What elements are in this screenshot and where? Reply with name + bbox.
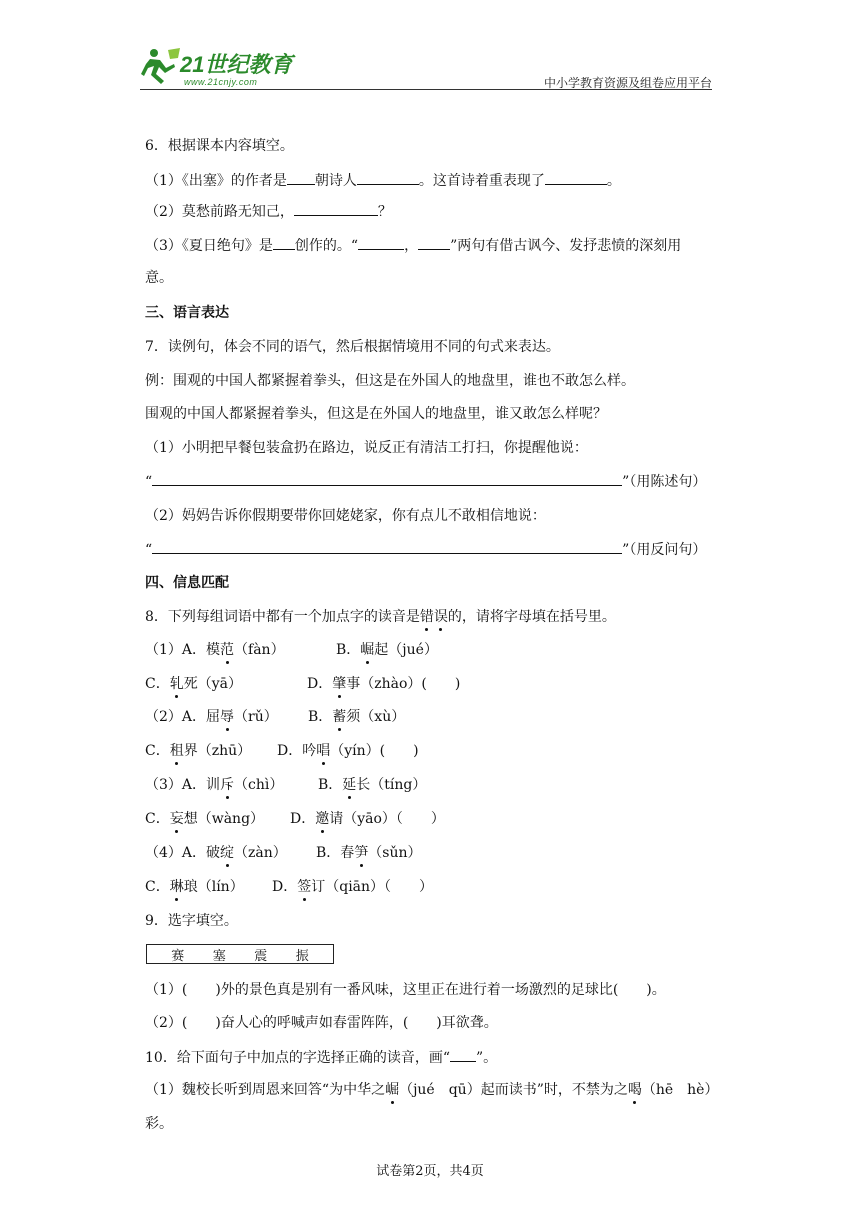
option-text: C． xyxy=(145,743,170,759)
dotted-char: 崛 xyxy=(360,642,375,658)
q6-text: （1）《出塞》的作者是 xyxy=(145,173,287,189)
word-options-box xyxy=(146,944,334,964)
section-3-heading: 三、语言表达 xyxy=(145,305,229,321)
q6-line-2 xyxy=(145,201,392,222)
option-text: 须（xù） xyxy=(346,709,406,725)
option-text: 界（zhū） xyxy=(183,743,252,759)
word-option: 振 xyxy=(295,948,309,964)
option-text: C． xyxy=(145,811,170,827)
q8-title xyxy=(145,607,616,627)
dotted-char: 唱 xyxy=(316,743,331,759)
dotted-char: 轧 xyxy=(169,676,184,692)
option-text: （2）A．屈 xyxy=(145,709,221,725)
dotted-char: 错 xyxy=(419,609,434,625)
q9-title: 9．选字填空。 xyxy=(145,913,238,929)
q6-text: 。 xyxy=(606,173,621,189)
option-text: 请（yāo）（ ） xyxy=(329,811,445,827)
header-divider xyxy=(140,89,712,90)
dotted-char: 妄 xyxy=(169,811,184,827)
q7-answer-1 xyxy=(145,471,706,492)
q8-row-7b xyxy=(316,843,422,863)
option-text: 事（zhào）( ) xyxy=(346,676,461,692)
word-option: 赛 xyxy=(171,948,185,964)
dotted-char: 范 xyxy=(220,642,235,658)
q10-sentence-1 xyxy=(145,1080,718,1100)
option-text: 琅（lín） xyxy=(183,879,244,895)
blank[interactable] xyxy=(287,170,315,185)
option-text: D．吟 xyxy=(277,743,317,759)
q7-title: 7．读例句，体会不同的语气，然后根据情境用不同的句式来表达。 xyxy=(145,339,560,355)
option-text: 死（yā） xyxy=(183,676,242,692)
dotted-char: 琳 xyxy=(169,879,184,895)
option-text: （4）A．破 xyxy=(145,845,221,861)
option-text: C． xyxy=(145,879,170,895)
q8-row-6b xyxy=(290,809,445,829)
q6-text: （3）《夏日绝句》是 xyxy=(145,238,273,254)
q7-answer-2 xyxy=(145,539,706,560)
option-text: C． xyxy=(145,676,170,692)
answer-hint: ”（用反问句） xyxy=(622,542,707,558)
page-header xyxy=(140,40,712,90)
dotted-char: 肇 xyxy=(332,676,347,692)
q8-row-7a xyxy=(145,843,287,863)
q8-row-2a xyxy=(145,674,242,694)
q8-row-3a xyxy=(145,707,278,727)
blank[interactable] xyxy=(545,170,607,185)
answer-line[interactable] xyxy=(152,539,622,554)
page-footer: 试卷第2页，共4页 xyxy=(376,1164,484,1179)
q8-row-1a xyxy=(145,640,285,660)
option-text: 想（wàng） xyxy=(183,811,265,827)
option-text: D． xyxy=(290,811,316,827)
option-text: （yín）( ) xyxy=(330,743,419,759)
option-text: （chì） xyxy=(234,777,284,793)
dotted-char: 笋 xyxy=(354,845,369,861)
option-text: D． xyxy=(272,879,298,895)
q10-text: （1）魏校长听到周恩来回答“为中华之 xyxy=(145,1082,386,1098)
dotted-char: 斥 xyxy=(220,777,235,793)
word-option: 震 xyxy=(254,948,268,964)
dotted-char: 签 xyxy=(297,879,312,895)
q8-text: 的，请将字母填在括号里。 xyxy=(447,609,616,625)
option-text: B．春 xyxy=(316,845,355,861)
logo xyxy=(140,44,340,90)
q10-text: （hē hè） xyxy=(641,1082,719,1098)
blank[interactable] xyxy=(418,235,450,250)
dotted-char: 崛 xyxy=(385,1082,400,1098)
q10-text: 10．给下面句子中加点的字选择正确的读音，画“ xyxy=(145,1050,450,1066)
dotted-char: 延 xyxy=(342,777,357,793)
dotted-char: 邀 xyxy=(315,811,330,827)
option-text: B． xyxy=(308,709,333,725)
q6-text: 朝诗人 xyxy=(314,173,357,189)
option-text: （zàn） xyxy=(234,845,287,861)
dotted-char: 绽 xyxy=(220,845,235,861)
blank[interactable] xyxy=(357,170,419,185)
q8-row-3b xyxy=(308,707,405,727)
word-option: 塞 xyxy=(212,948,226,964)
option-text: （3）A．训 xyxy=(145,777,221,793)
q7-scenario-2: （2）妈妈告诉你假期要带你回姥姥家，你有点儿不敢相信地说： xyxy=(145,508,546,524)
q8-text: 8．下列每组词语中都有一个加点字的读音是 xyxy=(145,609,420,625)
blank[interactable] xyxy=(294,201,378,216)
blank[interactable] xyxy=(273,235,295,250)
option-text: 长（tíng） xyxy=(356,777,427,793)
q9-sentence-1: （1）( )外的景色真是别有一番风味，这里正在进行着一场激烈的足球比( )。 xyxy=(145,982,666,998)
q9-sentence-2: （2）( )奋人心的呼喊声如春雷阵阵，( )耳欲聋。 xyxy=(145,1015,498,1031)
q6-text: 。这首诗着重表现了 xyxy=(418,173,545,189)
q6-line-1 xyxy=(145,170,621,191)
q8-row-4a xyxy=(145,741,251,761)
q6-line-3 xyxy=(145,235,681,256)
dotted-char: 辱 xyxy=(220,709,235,725)
dotted-char: 租 xyxy=(169,743,184,759)
option-text: D． xyxy=(307,676,333,692)
q6-text: ”两句有借古讽今、发抒悲愤的深刻用 xyxy=(450,238,682,254)
logo-text: 21世纪教育 xyxy=(180,52,293,77)
q8-row-8b xyxy=(272,877,433,897)
q8-row-8a xyxy=(145,877,244,897)
q8-row-1b xyxy=(336,640,438,660)
option-text: （sǔn） xyxy=(368,845,422,861)
option-text: B． xyxy=(318,777,343,793)
q7-scenario-1: （1）小明把早餐包装盒扔在路边，说反正有清洁工打扫，你提醒他说： xyxy=(145,440,588,456)
runner-logo-icon xyxy=(140,46,184,86)
q10-title xyxy=(145,1047,497,1068)
dotted-char: 喝 xyxy=(627,1082,642,1098)
blank[interactable] xyxy=(358,235,404,250)
section-4-heading: 四、信息匹配 xyxy=(145,575,229,591)
option-text: （1）A．模 xyxy=(145,642,221,658)
option-text: 订（qiān）（ ） xyxy=(311,879,434,895)
answer-line[interactable] xyxy=(152,471,622,486)
q8-row-5a xyxy=(145,775,283,795)
q6-text: ， xyxy=(404,238,419,254)
q10-text: （jué qū）起而读书”时，不禁为之 xyxy=(399,1082,628,1098)
underline-sample xyxy=(450,1047,476,1062)
q8-row-6a xyxy=(145,809,264,829)
q10-sentence-1-end: 彩。 xyxy=(145,1116,173,1132)
answer-hint: ”（用陈述句） xyxy=(622,474,707,490)
dotted-char: 蓄 xyxy=(332,709,347,725)
option-text: 起（jué） xyxy=(374,642,438,658)
option-text: （fàn） xyxy=(234,642,285,658)
platform-name: 中小学教育资源及组卷应用平台 xyxy=(543,76,712,90)
logo-url: www.21cnjy.com xyxy=(184,77,258,87)
dotted-char: 误 xyxy=(433,609,448,625)
q6-line-4: 意。 xyxy=(145,270,173,286)
q8-row-2b xyxy=(307,674,460,694)
q6-text: ？ xyxy=(377,204,392,220)
q7-example-1: 例：围观的中国人都紧握着拳头，但这是在外国人的地盘里，谁也不敢怎么样。 xyxy=(145,373,635,389)
quote-open: “ xyxy=(145,474,153,490)
q6-text: （2）莫愁前路无知己， xyxy=(145,204,294,220)
quote-open: “ xyxy=(145,542,153,558)
q8-row-4b xyxy=(277,741,419,761)
q10-text: ”。 xyxy=(475,1050,498,1066)
q6-text: 创作的。“ xyxy=(294,238,359,254)
q7-example-2: 围观的中国人都紧握着拳头，但这是在外国人的地盘里，谁又敢怎么样呢？ xyxy=(145,406,607,422)
q8-row-5b xyxy=(318,775,426,795)
option-text: B． xyxy=(336,642,361,658)
q6-title: 6．根据课本内容填空。 xyxy=(145,138,294,154)
option-text: （rǔ） xyxy=(234,709,278,725)
